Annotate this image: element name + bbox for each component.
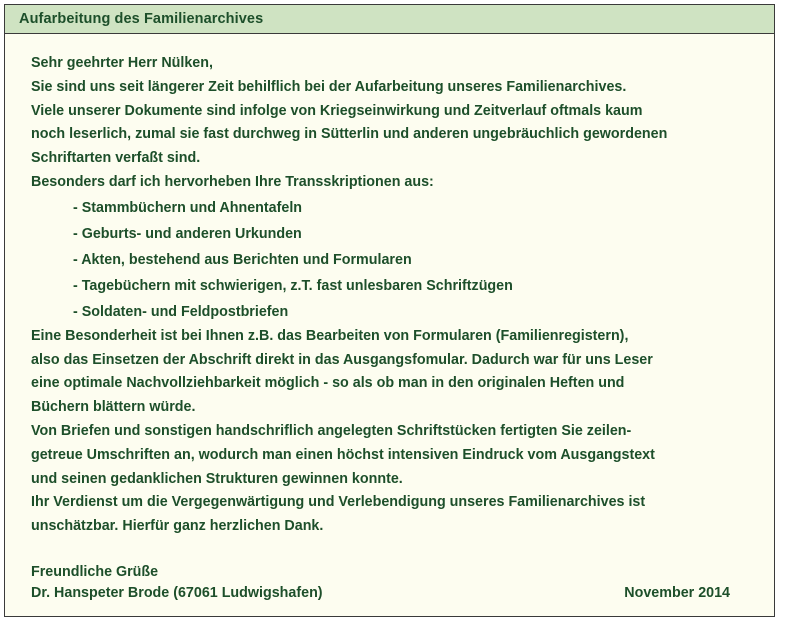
signature-name: Dr. Hanspeter Brode (67061 Ludwigshafen)	[31, 584, 323, 601]
letter-paragraph-3-line: und seinen gedanklichen Strukturen gewinnen konnte.	[31, 470, 403, 487]
letter-paragraph-1-line: Sie sind uns seit längerer Zeit behilflich bei der Aufarbeitung unseres Familienarchives.	[31, 78, 627, 95]
letter-salutation: Sehr geehrter Herr Nülken,	[31, 55, 213, 71]
list-item: - Akten, bestehend aus Berichten und Formularen	[73, 251, 412, 268]
letter-paragraph-3-line: getreue Umschriften an, wodurch man einen höchst intensiven Eindruck vom Ausgangstext	[31, 446, 655, 463]
letter-paragraph-4-line: unschätzbar. Hierfür ganz herzlichen Dank.	[31, 518, 324, 535]
letter-paragraph-3-line: Von Briefen und sonstigen handschriflich angelegten Schriftstücken fertigten Sie zeilen-	[31, 422, 632, 439]
list-item: - Soldaten- und Feldpostbriefen	[73, 303, 289, 320]
signature-row	[31, 585, 752, 601]
page-title: Aufarbeitung des Familienarchives	[19, 11, 264, 27]
testimonial-card	[4, 4, 775, 617]
letter-paragraph-1-line: Viele unserer Dokumente sind infolge von Kriegseinwirkung und Zeitverlauf oftmals kaum	[31, 102, 643, 119]
letter-paragraph-2-line: Eine Besonderheit ist bei Ihnen z.B. das Bearbeiten von Formularen (Familienregistern),	[31, 327, 629, 344]
letter-spacer	[31, 539, 752, 561]
letter-paragraph-1-line: Schriftarten verfaßt sind.	[31, 150, 201, 167]
letter-paragraph-1-line: noch leserlich, zumal sie fast durchweg in Sütterlin und anderen ungebräuchlich gewordenen	[31, 126, 668, 143]
letter-paragraph-4-line: Ihr Verdienst um die Vergegenwärtigung und Verlebendigung unseres Familienarchives ist	[31, 494, 646, 511]
list-item: - Tagebüchern mit schwierigen, z.T. fast unlesbaren Schriftzügen	[73, 277, 513, 294]
letter-paragraph-2-line: also das Einsetzen der Abschrift direkt in das Ausgangsfomular. Dadurch war für uns Leser	[31, 351, 653, 368]
letter-paragraph-2-line: eine optimale Nachvollziehbarkeit möglich - so als ob man in den originalen Heften und	[31, 375, 625, 392]
letter-closing: Freundliche Grüße	[31, 563, 159, 580]
list-item: - Geburts- und anderen Urkunden	[73, 225, 302, 242]
list-item: - Stammbüchern und Ahnentafeln	[73, 199, 303, 216]
letter-paragraph-2-line: Büchern blättern würde.	[31, 399, 196, 416]
card-header	[5, 5, 774, 34]
letter-body	[5, 34, 774, 611]
letter-list-intro: Besonders darf ich hervorheben Ihre Transskriptionen aus:	[31, 173, 434, 190]
signature-date: November 2014	[624, 584, 730, 601]
